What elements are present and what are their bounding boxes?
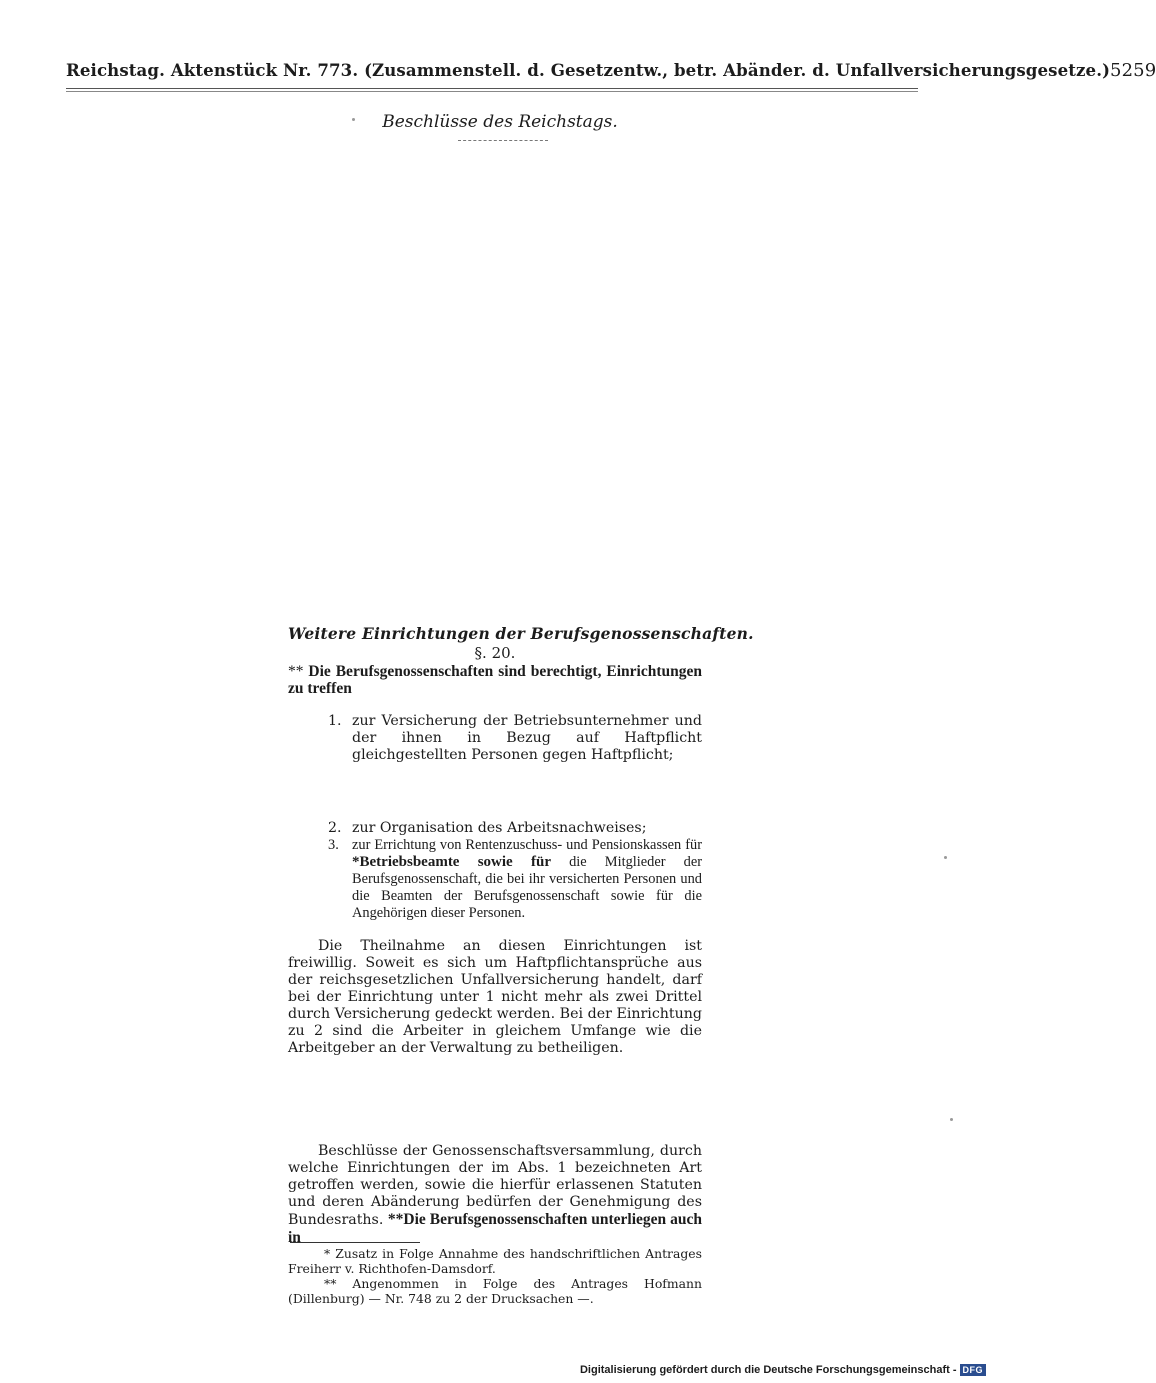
footnote-rule [290,1242,420,1243]
header-title: Reichstag. Aktenstück Nr. 773. (Zusammenstell. d. Gesetzentw., betr. Abänder. d. Unfallversicherungsgesetze.) [66,60,1111,80]
item-text-after: die Mitglieder der Berufsgenossenschaft, die bei ihr versicherten Personen und die Beamten der Berufsgenossenschaft sowie für die Angehörigen dieser Personen. [352,854,702,921]
digitization-stamp [580,1364,986,1376]
column-heading: Beschlüsse des Reichstags. [382,112,618,132]
footnote: ** Angenommen in Folge des Antrages Hofmann (Dillenburg) — Nr. 748 zu 2 der Drucksachen —. [288,1276,702,1306]
running-header [66,60,1156,81]
list-item [312,820,702,837]
heading-rule [458,140,548,141]
item-text-before: zur Errichtung von Rentenzuschuss- und Pensionskassen für [352,837,702,853]
item-number: 1. [328,713,342,729]
paragraph-bold-text: Die Berufsgenossenschaften unterliegen auch in [288,1211,702,1246]
speck [352,118,355,121]
footnote: * Zusatz in Folge Annahme des handschriftlichen Antrages Freiherr v. Richthofen-Damsdorf. [288,1246,702,1276]
list-item [312,713,702,764]
body-paragraph: Die Theilnahme an diesen Einrichtungen ist freiwillig. Soweit es sich um Haftpflichtansprüche aus der reichsgesetzlichen Unfallversicherung handelt, darf bei der Einrichtung unter 1 nicht mehr als zwei Drittel durch Versicherung gedeckt werden. Bei der Einrichtung zu 2 sind die Arbeiter in gleichem Umfange wie die Arbeitgeber an der Verwaltung zu betheiligen. [288,938,702,1056]
item-number: 2. [328,820,342,836]
footnotes [288,1246,702,1306]
paragraph-text: Beschlüsse der Genossenschaftsversammlung, durch welche Einrichtungen der im Abs. 1 bezeichneten Art getroffen werden, sowie die hierfür erlassenen Statuten und deren Abänderung bedürfen der Genehmigung des Bundesraths. [288,1143,702,1228]
intro-marker: ** [288,663,304,680]
list-item [312,837,702,922]
section-heading: Weitere Einrichtungen der Berufsgenossenschaften. [288,624,754,643]
section-intro [288,663,702,697]
speck [950,1118,953,1121]
item-text: zur Organisation des Arbeitsnachweises; [352,820,647,836]
dfg-logo-icon: DFG [960,1364,987,1376]
paragraph-number: §. 20. [474,644,516,662]
paragraph-marker: ** [387,1211,404,1228]
header-rule [66,88,918,92]
stamp-text: Digitalisierung gefördert durch die Deutsche Forschungsgemeinschaft - [579,1364,957,1376]
item-text: zur Versicherung der Betriebsunternehmer und der ihnen in Bezug auf Haftpflicht gleichgestellten Personen gegen Haftpflicht; [352,713,702,763]
speck [944,856,947,859]
item-text-bold: *Betriebsbeamte sowie für [352,854,551,870]
item-number: 3. [328,837,339,853]
page-number: 5259 [1110,60,1156,81]
body-paragraph [288,1143,702,1247]
item-text [352,837,702,922]
intro-text: Die Berufsgenossenschaften sind berechtigt, Einrichtungen zu treffen [288,663,702,697]
